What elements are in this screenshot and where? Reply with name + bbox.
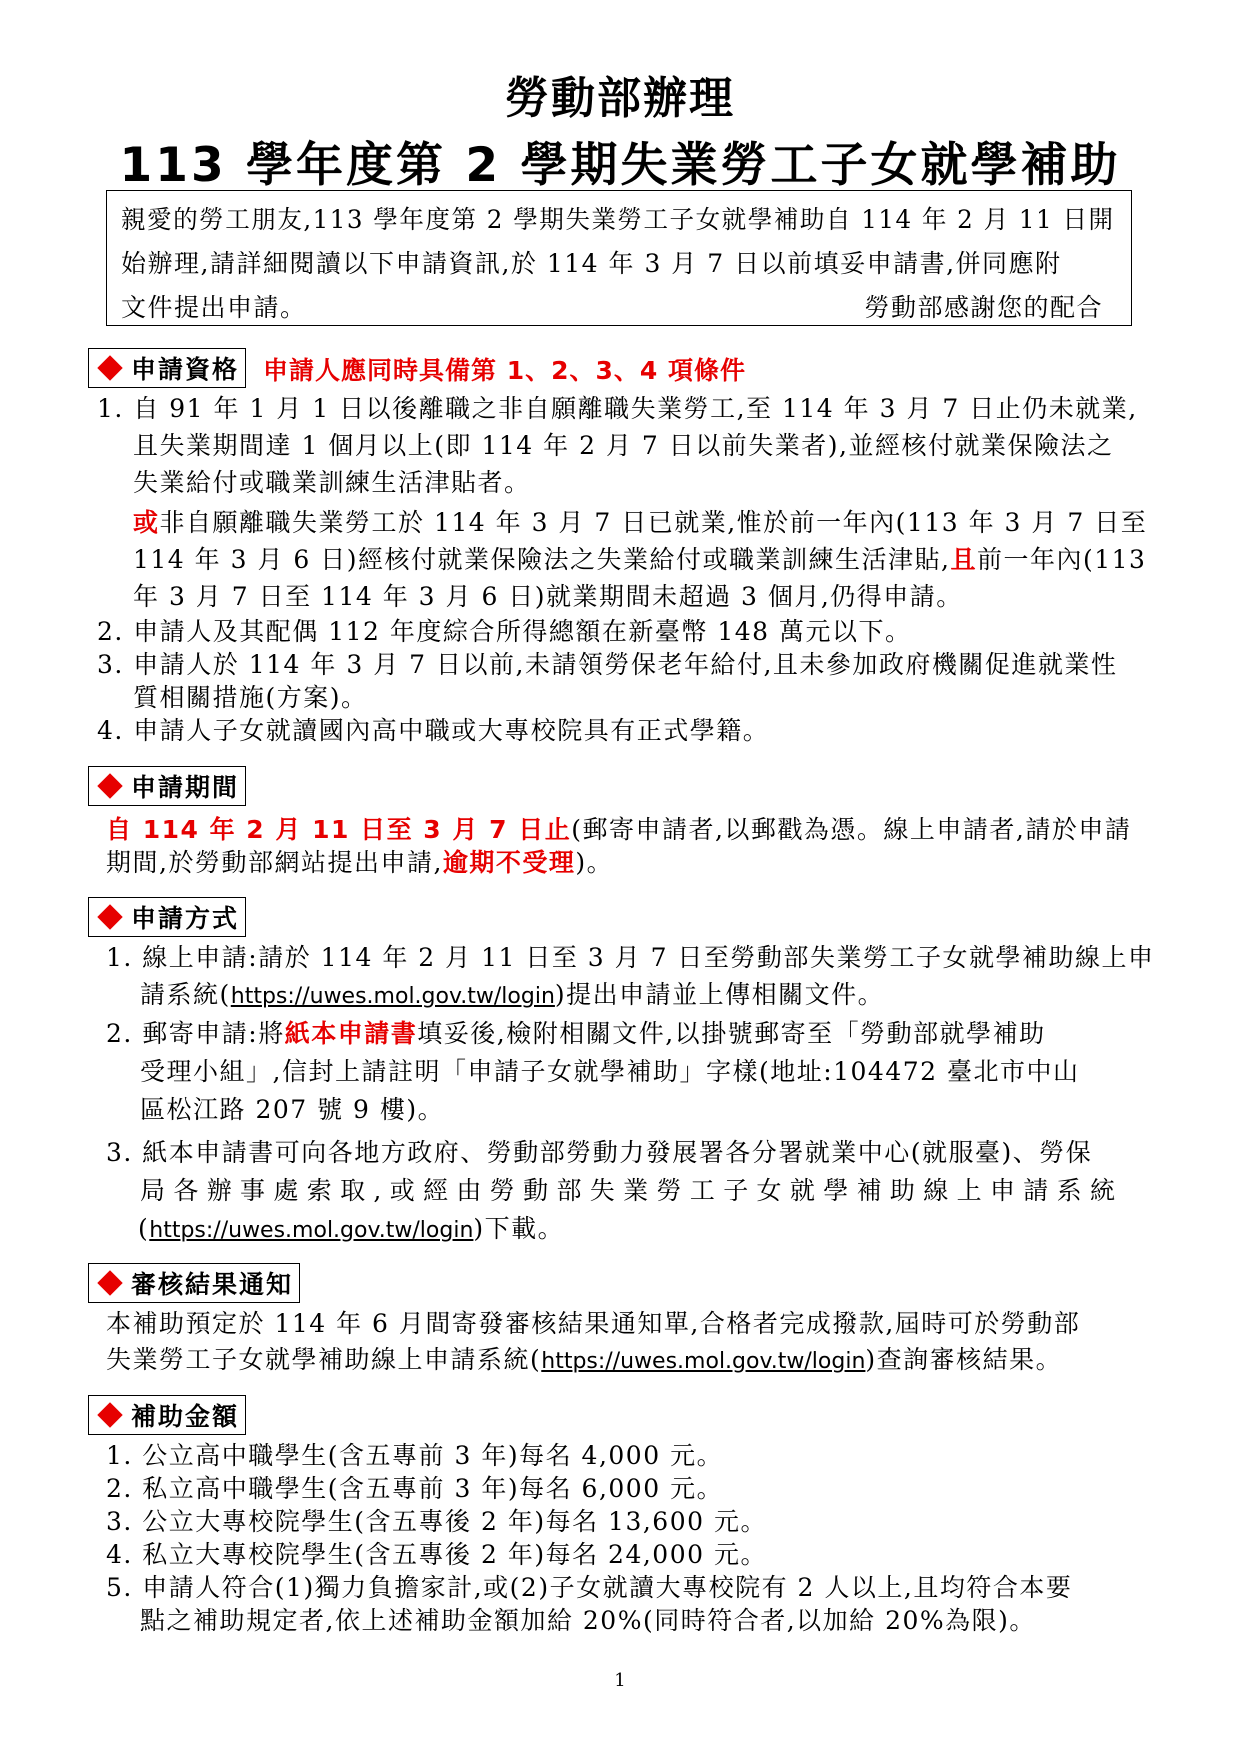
method-text: 請系統(: [140, 980, 231, 1009]
method-item-1-line: [140, 978, 884, 1013]
result-line: [106, 1343, 1062, 1378]
period-line: [106, 813, 1131, 846]
result-text: 失業勞工子女就學補助線上申請系統(: [106, 1345, 542, 1374]
page-subtitle: 113 學年度第 2 學期失業勞工子女就學補助: [119, 138, 1121, 193]
result-line: 本補助預定於 114 年 6 月間寄發審核結果通知單,合格者完成撥款,屆時可於勞動部: [106, 1309, 1081, 1338]
method-item-3-line: 3. 紙本申請書可向各地方政府、勞動部勞動力發展署各分署就業中心(就服臺)、勞保: [106, 1138, 1093, 1167]
eligibility-item-1-line: 年 3 月 7 日至 114 年 3 月 6 日)就業期間未超過 3 個月,仍得申請。: [133, 582, 963, 611]
page-title: 勞動部辦理: [505, 73, 735, 124]
section-heading-result: [88, 1263, 300, 1303]
amount-item-5-line: 點之補助規定者,依上述補助金額加給 20%(同時符合者,以加給 20%為限)。: [140, 1606, 1036, 1635]
eligibility-item-1-line: [133, 506, 1147, 539]
section-heading-period: [88, 766, 246, 806]
section-heading-amount: [88, 1395, 246, 1435]
eligibility-condition: 申請人應同時具備第 1、2、3、4 項條件: [263, 356, 746, 385]
or-marker: 或: [133, 508, 160, 537]
section-heading-method: [88, 897, 246, 937]
online-system-link[interactable]: https://uwes.mol.gov.tw/login: [230, 984, 555, 1009]
eligibility-item-3-line: 3. 申請人於 114 年 3 月 7 日以前,未請領勞保老年給付,且未參加政府機關促進就業性: [97, 650, 1118, 679]
period-text: (郵寄申請者,以郵戳為憑。線上申請者,請於申請: [571, 815, 1132, 844]
eligibility-item-1-line: 失業給付或職業訓練生活津貼者。: [133, 468, 531, 497]
eligibility-item-1-line: 1. 自 91 年 1 月 1 日以後離職之非自願離職失業勞工,至 114 年 3 月 7 日止仍未就業,: [97, 394, 1138, 423]
method-text: (: [138, 1214, 150, 1243]
amount-item-3: 3. 公立大專校院學生(含五專後 2 年)每名 13,600 元。: [106, 1507, 767, 1536]
period-line: [106, 846, 613, 879]
notice-line: 親愛的勞工朋友,113 學年度第 2 學期失業勞工子女就學補助自 114 年 2 月 11 日開: [121, 205, 1115, 234]
notice-box: [106, 190, 1132, 326]
notice-thanks: 勞動部感謝您的配合: [864, 293, 1103, 322]
diamond-bullet-icon: [97, 1402, 122, 1427]
eligibility-item-1-line: 且失業期間達 1 個月以上(即 114 年 2 月 7 日以前失業者),並經核付就業保險法之: [133, 431, 1114, 460]
eligibility-item-2: 2. 申請人及其配偶 112 年度綜合所得總額在新臺幣 148 萬元以下。: [97, 617, 912, 646]
section-heading-label: 申請方式: [131, 904, 240, 933]
method-text: )提出申請並上傳相關文件。: [554, 980, 885, 1009]
amount-item-5-line: 5. 申請人符合(1)獨力負擔家計,或(2)子女就讀大專校院有 2 人以上,且均符合本要: [106, 1573, 1073, 1602]
period-text: )。: [575, 848, 614, 877]
eligibility-text: 非自願離職失業勞工於 114 年 3 月 7 日已就業,惟於前一年內(113 年 3 月 7 日至: [159, 508, 1148, 537]
section-heading-eligibility: [88, 348, 246, 388]
method-item-3-line: [138, 1212, 564, 1247]
overdue-warning: 逾期不受理: [442, 848, 576, 877]
diamond-bullet-icon: [97, 904, 122, 929]
section-heading-label: 審核結果通知: [131, 1270, 294, 1299]
method-text: 2. 郵寄申請:將: [106, 1019, 285, 1048]
eligibility-item-3-line: 質相關措施(方案)。: [133, 683, 368, 712]
result-text: )查詢審核結果。: [865, 1345, 1063, 1374]
diamond-bullet-icon: [97, 1270, 122, 1295]
notice-line: 始辦理,請詳細閱讀以下申請資訊,於 114 年 3 月 7 日以前填妥申請書,併同應附: [121, 249, 1062, 278]
method-item-2-line: 區松江路 207 號 9 樓)。: [140, 1095, 445, 1124]
eligibility-text: 114 年 3 月 6 日)經核付就業保險法之失業給付或職業訓練生活津貼,: [133, 545, 951, 574]
and-marker: 且: [950, 545, 977, 574]
method-item-3-line: 局 各 辦 事 處 索 取 , 或 經 由 勞 動 部 失 業 勞 工 子 女 就 學 補 助 線 上 申 請 系 統: [140, 1176, 1116, 1205]
diamond-bullet-icon: [97, 773, 122, 798]
section-heading-label: 申請期間: [131, 773, 240, 802]
period-text: 期間,於勞動部網站提出申請,: [106, 848, 443, 877]
method-item-1-line: 1. 線上申請:請於 114 年 2 月 11 日至 3 月 7 日至勞動部失業勞工子女就學補助線上申: [106, 943, 1155, 972]
page-number: 1: [614, 1670, 626, 1691]
eligibility-text: 前一年內(113: [976, 545, 1147, 574]
period-dates: 自 114 年 2 月 11 日至 3 月 7 日止: [106, 815, 572, 844]
amount-item-2: 2. 私立高中職學生(含五專前 3 年)每名 6,000 元。: [106, 1474, 724, 1503]
section-heading-label: 申請資格: [131, 355, 240, 384]
eligibility-item-1-line: [133, 543, 1146, 576]
method-text: 填妥後,檢附相關文件,以掛號郵寄至「勞動部就學補助: [417, 1019, 1046, 1048]
notice-line: 文件提出申請。: [121, 293, 307, 322]
amount-item-4: 4. 私立大專校院學生(含五專後 2 年)每名 24,000 元。: [106, 1540, 767, 1569]
online-system-link[interactable]: https://uwes.mol.gov.tw/login: [541, 1349, 866, 1374]
section-heading-label: 補助金額: [131, 1402, 240, 1431]
diamond-bullet-icon: [97, 355, 122, 380]
online-system-link[interactable]: https://uwes.mol.gov.tw/login: [149, 1218, 474, 1243]
eligibility-item-4: 4. 申請人子女就讀國內高中職或大專校院具有正式學籍。: [97, 716, 770, 745]
amount-item-1: 1. 公立高中職學生(含五專前 3 年)每名 4,000 元。: [106, 1441, 724, 1470]
method-item-2-line: 受理小組」,信封上請註明「申請子女就學補助」字樣(地址:104472 臺北市中山: [140, 1057, 1080, 1086]
paper-form-highlight: 紙本申請書: [284, 1019, 418, 1048]
method-item-2-line: [106, 1017, 1046, 1050]
method-text: )下載。: [473, 1214, 565, 1243]
